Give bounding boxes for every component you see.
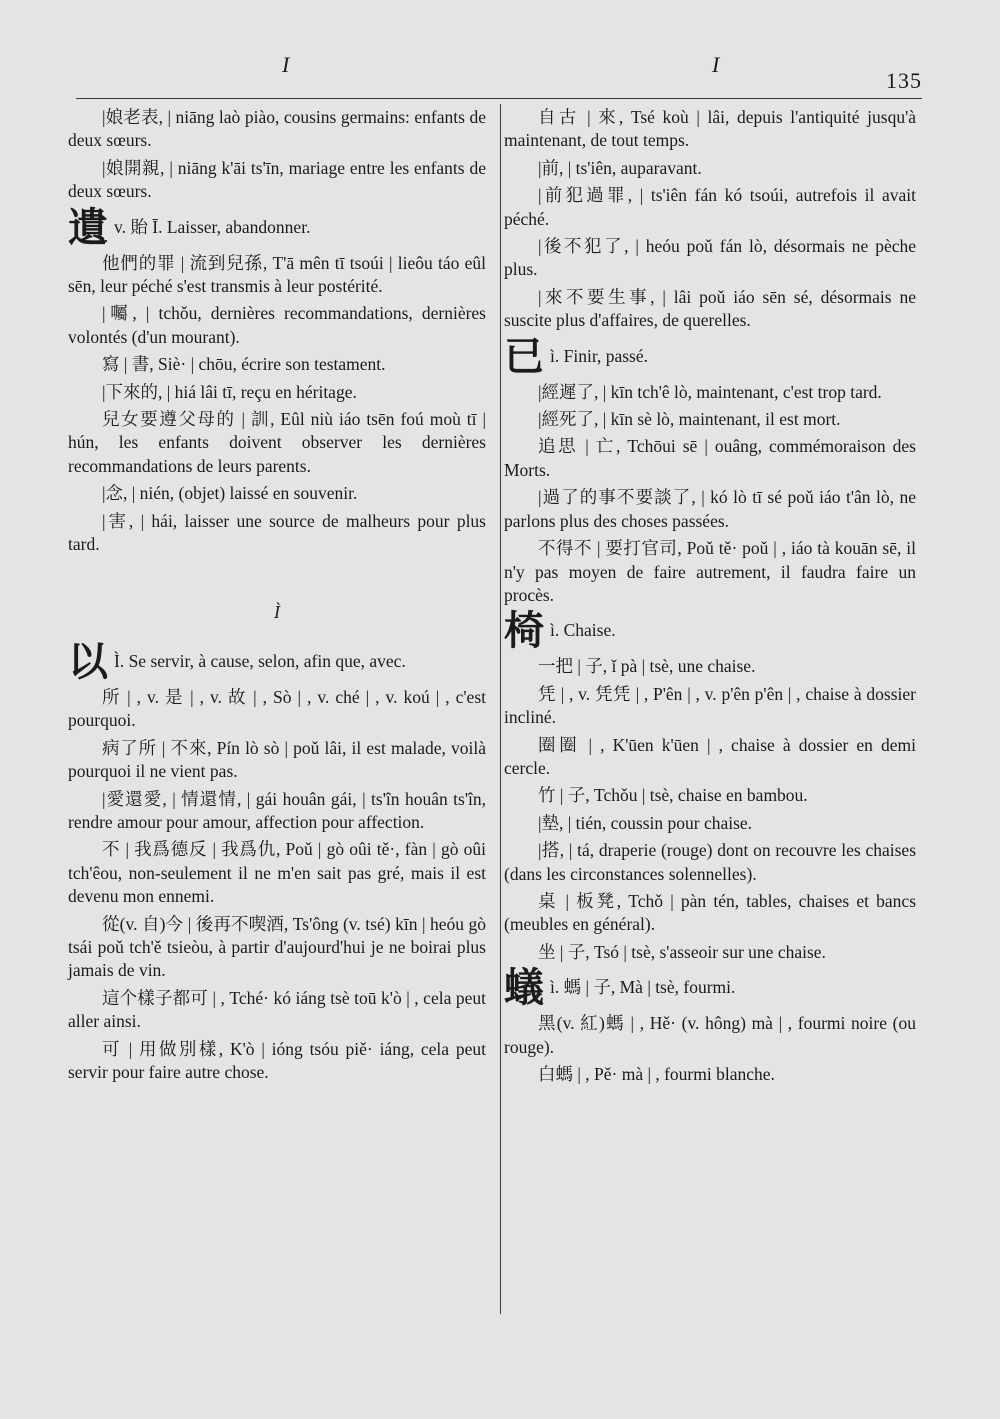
dictionary-entry bbox=[504, 408, 916, 431]
headword-character: 以 bbox=[68, 638, 108, 684]
entry-text: 白螞 | , Pě· mà | , fourmi blanche. bbox=[538, 1064, 775, 1084]
entry-text: |經遲了, | kīn tch'ê lò, maintenant, c'est trop tard. bbox=[538, 381, 882, 402]
entry-text: 不 | 我爲德反 | 我爲仇, Poǔ | gò oûi tě·, fàn | gò oûi tch'êou, non-seulement il ne m'en sait pas gré, mais il est devenu mon ennemi. bbox=[68, 839, 486, 907]
entry-text: |搭, | tá, draperie (rouge) dont on recouvre les chaises (dans les circonstances solennelles). bbox=[504, 840, 916, 884]
dictionary-entry bbox=[68, 106, 486, 153]
dictionary-entry bbox=[504, 941, 916, 964]
headword-character: 遺 bbox=[68, 204, 108, 250]
entry-text: 病了所 | 不來, Pín lò sò | poǔ lâi, il est malade, voilà pourquoi il ne vient pas. bbox=[68, 737, 486, 782]
dictionary-entry bbox=[68, 913, 486, 983]
entry-text: 兒女要遵父母的 | 訓, Eûl niù iáo tsēn foú moù tī | hún, les enfants doivent observer les dernières recommandations de leurs parents. bbox=[68, 409, 486, 476]
dictionary-entry bbox=[504, 106, 916, 153]
entry-text: 所 | , v. 是 | , v. 故 | , Sò | , v. ché | , v. koú | , c'est pourquoi. bbox=[68, 686, 486, 731]
dictionary-entry bbox=[504, 734, 916, 781]
section-letter: Ì bbox=[274, 601, 280, 622]
left-column bbox=[68, 106, 486, 1088]
entry-text: |娘老表, | niāng laò piào, cousins germains: enfants de deux sœurs. bbox=[68, 107, 486, 151]
entry-text: |墊, | tién, coussin pour chaise. bbox=[538, 812, 753, 833]
dictionary-entry bbox=[68, 686, 486, 733]
entry-text: |後不犯了, | heóu poǔ fán lò, désormais ne pèche plus. bbox=[504, 236, 916, 280]
entry-text: |前犯過罪, | ts'iên fán kó tsoúi, autrefois il avait péché. bbox=[504, 185, 916, 229]
entry-text: 桌 | 板凳, Tchǒ | pàn tén, tables, chaises et bancs (meubles en général). bbox=[504, 890, 916, 935]
dictionary-entry bbox=[504, 812, 916, 835]
headword-character: 已 bbox=[504, 333, 544, 379]
dictionary-entry bbox=[68, 353, 486, 376]
entry-text: 不得不 | 要打官司, Poǔ tě· poǔ | , iáo tà kouān sē, il n'y pas moyen de faire autrement, il faudra faire un procès. bbox=[504, 538, 916, 605]
entry-text: 這个樣子都可 | , Tché· kó iáng tsè toū k'ò | , cela peut aller ainsi. bbox=[68, 987, 486, 1032]
dictionary-entry bbox=[504, 235, 916, 282]
entry-text: 追思 | 亡, Tchōui sē | ouâng, commémoraison des Morts. bbox=[504, 436, 916, 480]
entry-text: |娘開親, | niāng k'āi ts'īn, mariage entre les enfants de deux sœurs. bbox=[68, 157, 486, 202]
dictionary-entry bbox=[68, 302, 486, 349]
dictionary-entry bbox=[504, 435, 916, 482]
page-number: 135 bbox=[886, 68, 922, 93]
entry-text: Ì. Se servir, à cause, selon, afin que, avec. bbox=[114, 650, 406, 671]
dictionary-entry bbox=[68, 737, 486, 784]
dictionary-entry bbox=[68, 157, 486, 204]
dictionary-entry bbox=[504, 655, 916, 678]
entry-text: ì. 螞 | 子, Mà | tsè, fourmi. bbox=[550, 977, 736, 998]
header-rule bbox=[76, 98, 922, 99]
headword-entry bbox=[504, 333, 916, 379]
dictionary-entry bbox=[504, 286, 916, 333]
entry-text: 竹 | 子, Tchǒu | tsè, chaise en bambou. bbox=[538, 785, 808, 806]
dictionary-entry bbox=[504, 839, 916, 886]
entry-text: 圈圈 | , K'ūen k'ūen | , chaise à dossier en demi cercle. bbox=[504, 734, 916, 778]
entry-text: |前, | ts'iên, auparavant. bbox=[538, 157, 702, 178]
entry-text: |念, | nién, (objet) laissé en souvenir. bbox=[102, 483, 358, 504]
dictionary-entry bbox=[68, 987, 486, 1034]
entry-text: ì. Finir, passé. bbox=[550, 345, 648, 366]
entry-text: |愛還愛, | 情還情, | gái houân gái, | ts'în houân ts'în, rendre amour pour amour, affection pour affection. bbox=[68, 788, 486, 832]
headword-character: 椅 bbox=[504, 608, 544, 654]
dictionary-entry bbox=[68, 482, 486, 505]
entry-text: |囑, | tchǒu, dernières recommandations, dernières volontés (d'un mourant). bbox=[68, 303, 486, 347]
entry-text: |下來的, | hiá lâi tī, reçu en héritage. bbox=[102, 381, 357, 402]
entry-text: |來不要生事, | lâi poǔ iáo sēn sé, désormais ne suscite plus d'affaires, de querelles. bbox=[504, 286, 916, 331]
entry-text: 一把 | 子, ǐ pà | tsè, une chaise. bbox=[538, 656, 756, 677]
entry-text: ì. Chaise. bbox=[550, 620, 616, 641]
entry-text: 坐 | 子, Tsó | tsè, s'asseoir sur une chaise. bbox=[538, 941, 826, 962]
dictionary-entry bbox=[504, 1012, 916, 1059]
running-header-right: I bbox=[712, 52, 720, 77]
dictionary-entry bbox=[504, 157, 916, 180]
dictionary-entry bbox=[68, 510, 486, 557]
dictionary-entry bbox=[504, 184, 916, 231]
entry-text: 從(v. 自)今 | 後再不喫酒, Ts'ông (v. tsé) kīn | heóu gò tsái poǔ tch'ě tsieòu, à partir d'aujourd'hui je ne boirai plus jamais de vin. bbox=[68, 913, 486, 981]
entry-text: 自古 | 來, Tsé koù | lâi, depuis l'antiquité jusqu'à maintenant, de tout temps. bbox=[504, 107, 916, 151]
dictionary-entry bbox=[504, 784, 916, 807]
dictionary-entry bbox=[68, 1038, 486, 1085]
entry-text: 寫 | 書, Siè· | chōu, écrire son testament. bbox=[102, 354, 386, 375]
headword-entry bbox=[504, 965, 916, 1011]
entry-text: |過了的事不要談了, | kó lò tī sé poǔ iáo t'ân lò, ne parlons plus des choses passées. bbox=[504, 487, 916, 531]
dictionary-entry bbox=[504, 1063, 916, 1086]
headword-entry bbox=[504, 608, 916, 654]
dictionary-entry bbox=[504, 890, 916, 937]
entry-text: |害, | hái, laisser une source de malheurs pour plus tard. bbox=[68, 510, 486, 555]
dictionary-entry bbox=[68, 381, 486, 404]
dictionary-entry bbox=[68, 838, 486, 908]
headword-entry bbox=[68, 638, 486, 684]
dictionary-entry bbox=[504, 683, 916, 730]
entry-text: 黑(v. 紅)螞 | , Hě· (v. hông) mà | , fourmi noire (ou rouge). bbox=[504, 1013, 916, 1057]
entry-text: 可 | 用做別樣, K'ò | ióng tsóu piě· iáng, cela peut servir pour faire autre chose. bbox=[68, 1038, 486, 1082]
dictionary-entry bbox=[504, 486, 916, 533]
headword-character: 蟻 bbox=[504, 965, 544, 1011]
dictionary-entry bbox=[68, 788, 486, 835]
headword-entry bbox=[68, 204, 486, 250]
entry-text: 凭 | , v. 凭凭 | , P'ên | , v. p'ên p'ên | , chaise à dossier incliné. bbox=[504, 683, 916, 728]
dictionary-entry bbox=[504, 537, 916, 607]
entry-text: 他們的罪 | 流到兒孫, T'ā mên tī tsoúi | lieôu táo eûl sēn, leur péché s'est transmis à leur postérité. bbox=[68, 252, 486, 297]
right-column bbox=[504, 106, 916, 1090]
dictionary-entry bbox=[504, 381, 916, 404]
entry-text: |經死了, | kīn sè lò, maintenant, il est mort. bbox=[538, 409, 841, 430]
running-header-left: I bbox=[282, 52, 290, 77]
entry-text: v. 貽 Ī. Laisser, abandonner. bbox=[114, 216, 311, 237]
column-divider bbox=[500, 104, 501, 1314]
dictionary-entry bbox=[68, 408, 486, 478]
dictionary-entry bbox=[68, 252, 486, 299]
